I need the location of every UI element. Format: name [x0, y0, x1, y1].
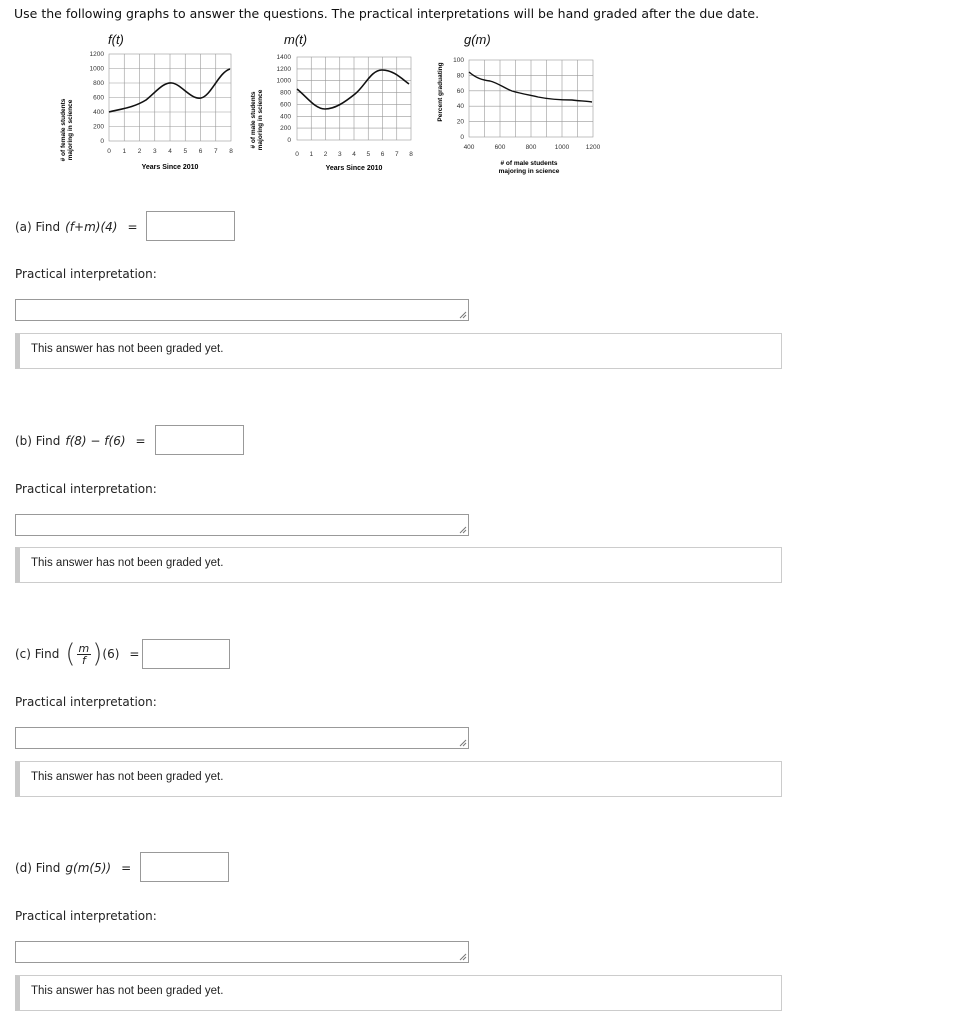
question-b-expr: f(8) − f(6): [65, 434, 126, 448]
graph-g-title: g(m): [464, 32, 491, 47]
question-d-prefix: (d) Find: [15, 861, 61, 875]
graded-message: This answer has not been graded yet.: [31, 985, 224, 997]
f-xtick: 0: [107, 148, 111, 155]
m-ytick: 800: [280, 89, 291, 97]
graph-m-ylabel-1: # of male students: [250, 91, 257, 149]
f-xtick: 3: [152, 148, 157, 155]
question-c: [15, 641, 139, 667]
m-xtick: 3: [337, 151, 342, 158]
question-d-equals: =: [121, 861, 132, 875]
resize-grip-icon[interactable]: [458, 738, 467, 747]
g-ytick: 0: [460, 134, 464, 141]
f-xtick: 4: [168, 148, 172, 155]
g-xtick: 1200: [585, 144, 601, 151]
graph-m-ylabel-2: majoring in science: [257, 89, 264, 151]
graph-m-title: m(t): [284, 32, 308, 47]
instructions: Use the following graphs to answer the questions. The practical interpretations will be hand graded after the due date.: [14, 6, 760, 21]
f-xtick: 7: [213, 148, 218, 155]
graph-m-curve: [297, 70, 409, 109]
graph-f-ylabel-1: # of female students: [60, 98, 67, 162]
graph-g-xlabel-1: # of male students: [500, 160, 558, 167]
m-xtick: 4: [352, 151, 356, 158]
answer-a-input[interactable]: [146, 211, 235, 241]
f-xtick: 6: [198, 148, 203, 155]
f-xtick: 1: [122, 148, 127, 155]
graded-status-b: [15, 547, 782, 583]
question-b-prefix: (b) Find: [15, 434, 61, 448]
question-b-equals: =: [135, 434, 146, 448]
m-xtick: 1: [309, 151, 314, 158]
graph-f: [55, 30, 245, 184]
question-c-prefix: (c) Find: [15, 647, 60, 661]
graded-message: This answer has not been graded yet.: [31, 771, 224, 783]
m-xtick: 2: [323, 151, 328, 158]
practical-label-a: Practical interpretation:: [15, 267, 157, 281]
answer-d-input[interactable]: [140, 852, 229, 882]
f-ytick: 1000: [89, 65, 104, 73]
g-ytick: 60: [456, 87, 464, 95]
graph-f-curve: [109, 69, 230, 112]
resize-grip-icon[interactable]: [458, 952, 467, 961]
question-a-prefix: (a) Find: [15, 220, 61, 234]
graph-m-xlabel: Years Since 2010: [325, 165, 383, 172]
question-c-suffix: (6): [102, 647, 120, 661]
m-xtick: 5: [366, 151, 371, 158]
g-ytick: 40: [456, 103, 464, 111]
graded-status-c: [15, 761, 782, 797]
question-a-equals: =: [127, 220, 138, 234]
question-c-equals: =: [129, 647, 140, 661]
g-xtick: 1000: [554, 144, 570, 151]
m-xtick: 8: [409, 151, 413, 158]
interpretation-d-textarea[interactable]: [15, 941, 469, 963]
m-ytick: 1400: [276, 54, 291, 61]
answer-c-input[interactable]: [142, 639, 230, 669]
interpretation-a-textarea[interactable]: [15, 299, 469, 321]
question-a: [15, 220, 138, 234]
practical-label-b: Practical interpretation:: [15, 482, 157, 496]
question-d-expr: g(m(5)): [65, 861, 112, 875]
m-ytick: 1000: [276, 77, 291, 85]
graph-f-ylabel-2: majoring in science: [67, 99, 74, 161]
practical-label-d: Practical interpretation:: [15, 909, 157, 923]
g-ytick: 20: [456, 118, 464, 126]
graph-g-ylabel: Percent graduating: [437, 62, 444, 122]
interpretation-b-textarea[interactable]: [15, 514, 469, 536]
g-ytick: 100: [453, 57, 464, 64]
graph-g: [430, 30, 630, 184]
graded-status-a: [15, 333, 782, 369]
graph-f-title: f(t): [108, 32, 124, 47]
f-ytick: 400: [93, 109, 104, 116]
question-d: [15, 861, 131, 875]
question-a-expr: (f+m)(4): [65, 220, 118, 234]
graph-m: [245, 30, 435, 184]
m-ytick: 200: [280, 125, 291, 133]
m-xtick: 7: [394, 151, 399, 158]
f-ytick: 200: [93, 123, 104, 131]
f-ytick: 1200: [89, 51, 104, 58]
f-ytick: 0: [100, 138, 104, 145]
resize-grip-icon[interactable]: [458, 310, 467, 319]
g-xtick: 400: [463, 144, 475, 151]
f-ytick: 800: [93, 80, 104, 87]
g-xtick: 800: [525, 144, 537, 151]
m-ytick: 600: [280, 101, 291, 109]
g-xtick: 600: [494, 144, 506, 151]
graded-message: This answer has not been graded yet.: [31, 343, 224, 355]
m-xtick: 6: [380, 151, 385, 158]
resize-grip-icon[interactable]: [458, 525, 467, 534]
answer-b-input[interactable]: [155, 425, 244, 455]
question-c-fraction: ( $\frac{m}{f}$ ): [65, 639, 103, 669]
m-ytick: 0: [287, 137, 291, 144]
m-ytick: 1200: [276, 65, 291, 73]
fraction-numerator: m: [78, 641, 90, 655]
graded-message: This answer has not been graded yet.: [31, 557, 224, 569]
graph-g-xlabel-2: majoring in science: [498, 168, 560, 175]
graph-g-curve: [469, 72, 592, 102]
g-ytick: 80: [456, 72, 464, 80]
f-xtick: 8: [229, 148, 233, 155]
m-xtick: 0: [295, 151, 299, 158]
fraction-denominator: f: [81, 653, 86, 667]
interpretation-c-textarea[interactable]: [15, 727, 469, 749]
f-ytick: 600: [93, 94, 104, 102]
practical-label-c: Practical interpretation:: [15, 695, 157, 709]
f-xtick: 2: [137, 148, 142, 155]
question-b: [15, 434, 146, 448]
graph-f-xlabel: Years Since 2010: [141, 164, 199, 171]
m-ytick: 400: [280, 113, 291, 121]
graded-status-d: [15, 975, 782, 1011]
f-xtick: 5: [183, 148, 188, 155]
